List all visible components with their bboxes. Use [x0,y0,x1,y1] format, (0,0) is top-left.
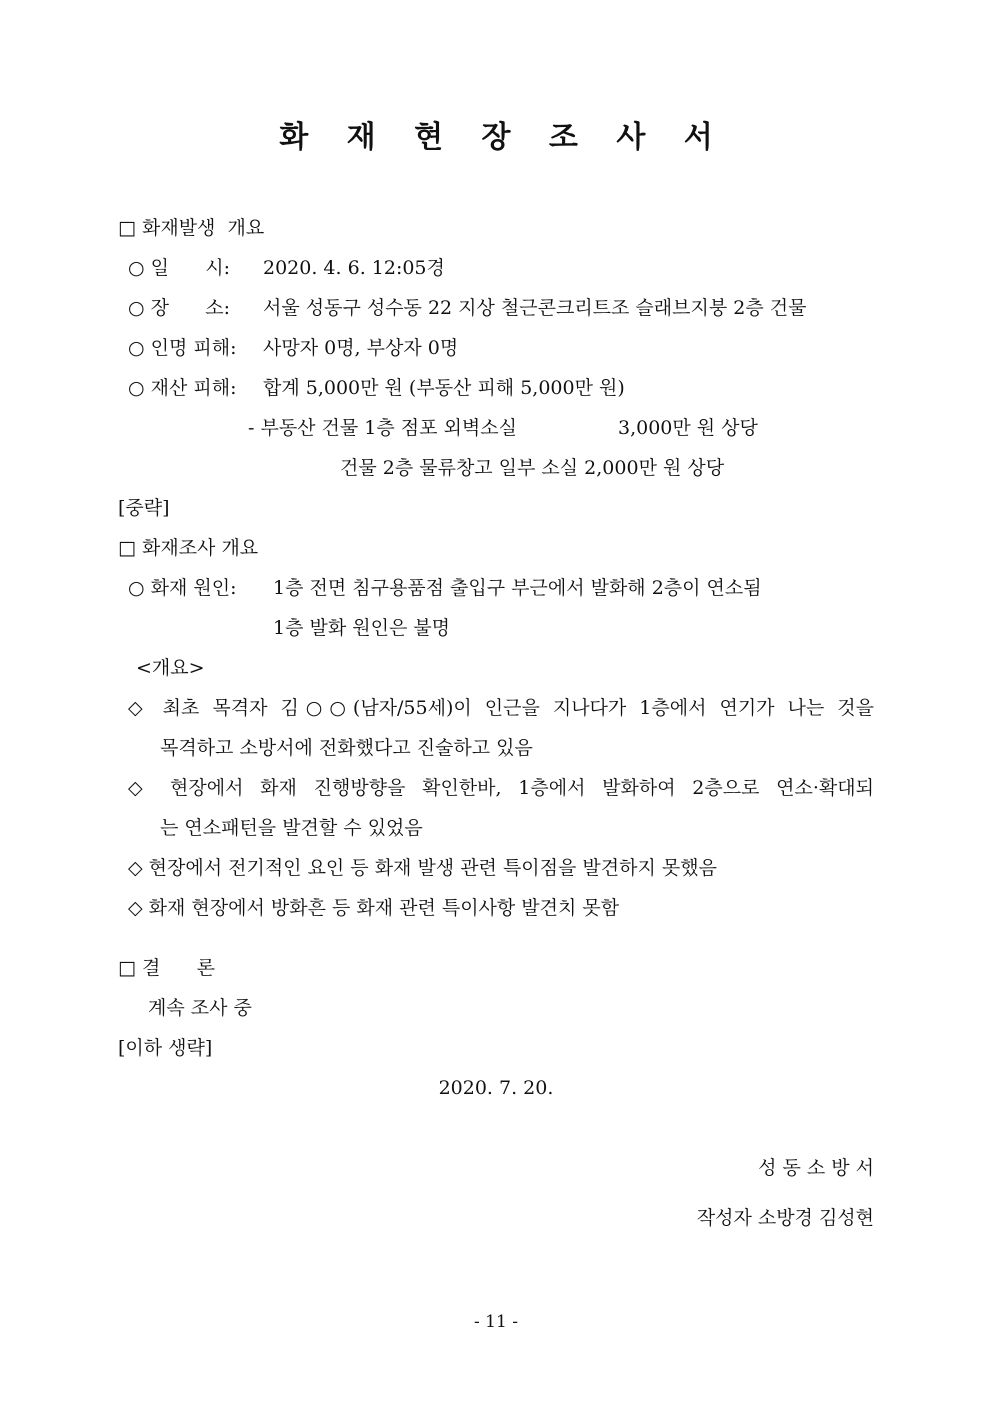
property-detail-1-desc: - 부동산 건물 1층 점포 외벽소실 [248,417,517,439]
overview-heading: □ 화재발생 개요 [118,217,265,239]
conclusion-heading: □ 결 론 [118,957,215,979]
document-date: 2020. 7. 20. [438,1077,554,1099]
casualty-label: ○ 인명 피해: [128,337,237,359]
date-value: 2020. 4. 6. 12:05경 [263,257,445,279]
property-detail-2: 건물 2층 물류창고 일부 소실 2,000만 원 상당 [340,457,725,479]
department-name: 성 동 소 방 서 [758,1157,874,1179]
summary-item-2-line-2: 는 연소패턴을 발견할 수 있었음 [160,817,423,839]
summary-item-1-line-1: ◇ 최초 목격자 김○○(남자/55세)이 인근을 지나다가 1층에서 연기가 나는 것을 [128,697,874,719]
conclusion-text: 계속 조사 중 [148,997,252,1019]
document-title: 화 재 현 장 조 사 서 [279,120,727,155]
summary-label: <개요> [136,657,205,679]
cause-line-2: 1층 발화 원인은 불명 [273,617,451,639]
investigation-heading: □ 화재조사 개요 [118,537,259,559]
cause-line-1: 1층 전면 침구용품점 출입구 부근에서 발화해 2층이 연소됨 [273,577,762,599]
date-label: ○ 일 시: [128,257,230,279]
place-value: 서울 성동구 성수동 22 지상 철근콘크리트조 슬래브지붕 2층 건물 [263,297,807,319]
omission-mid: [중략] [118,497,170,519]
cause-label: ○ 화재 원인: [128,577,237,599]
property-value: 합계 5,000만 원 (부동산 피해 5,000만 원) [263,377,625,399]
summary-item-4: ◇ 화재 현장에서 방화흔 등 화재 관련 특이사항 발견치 못함 [128,897,620,919]
casualty-value: 사망자 0명, 부상자 0명 [263,337,459,359]
property-detail-1-amount: 3,000만 원 상당 [618,417,758,439]
property-label: ○ 재산 피해: [128,377,237,399]
summary-item-2-line-1: ◇ 현장에서 화재 진행방향을 확인한바, 1층에서 발화하여 2층으로 연소·확대되 [128,777,874,799]
author-name: 작성자 소방경 김성현 [696,1207,874,1229]
page-number: - 11 - [474,1312,518,1332]
summary-item-3: ◇ 현장에서 전기적인 요인 등 화재 발생 관련 특이점을 발견하지 못했음 [128,857,717,879]
place-label: ○ 장 소: [128,297,230,319]
summary-item-1-line-2: 목격하고 소방서에 전화했다고 진술하고 있음 [160,737,533,759]
omission-end: [이하 생략] [118,1037,213,1059]
